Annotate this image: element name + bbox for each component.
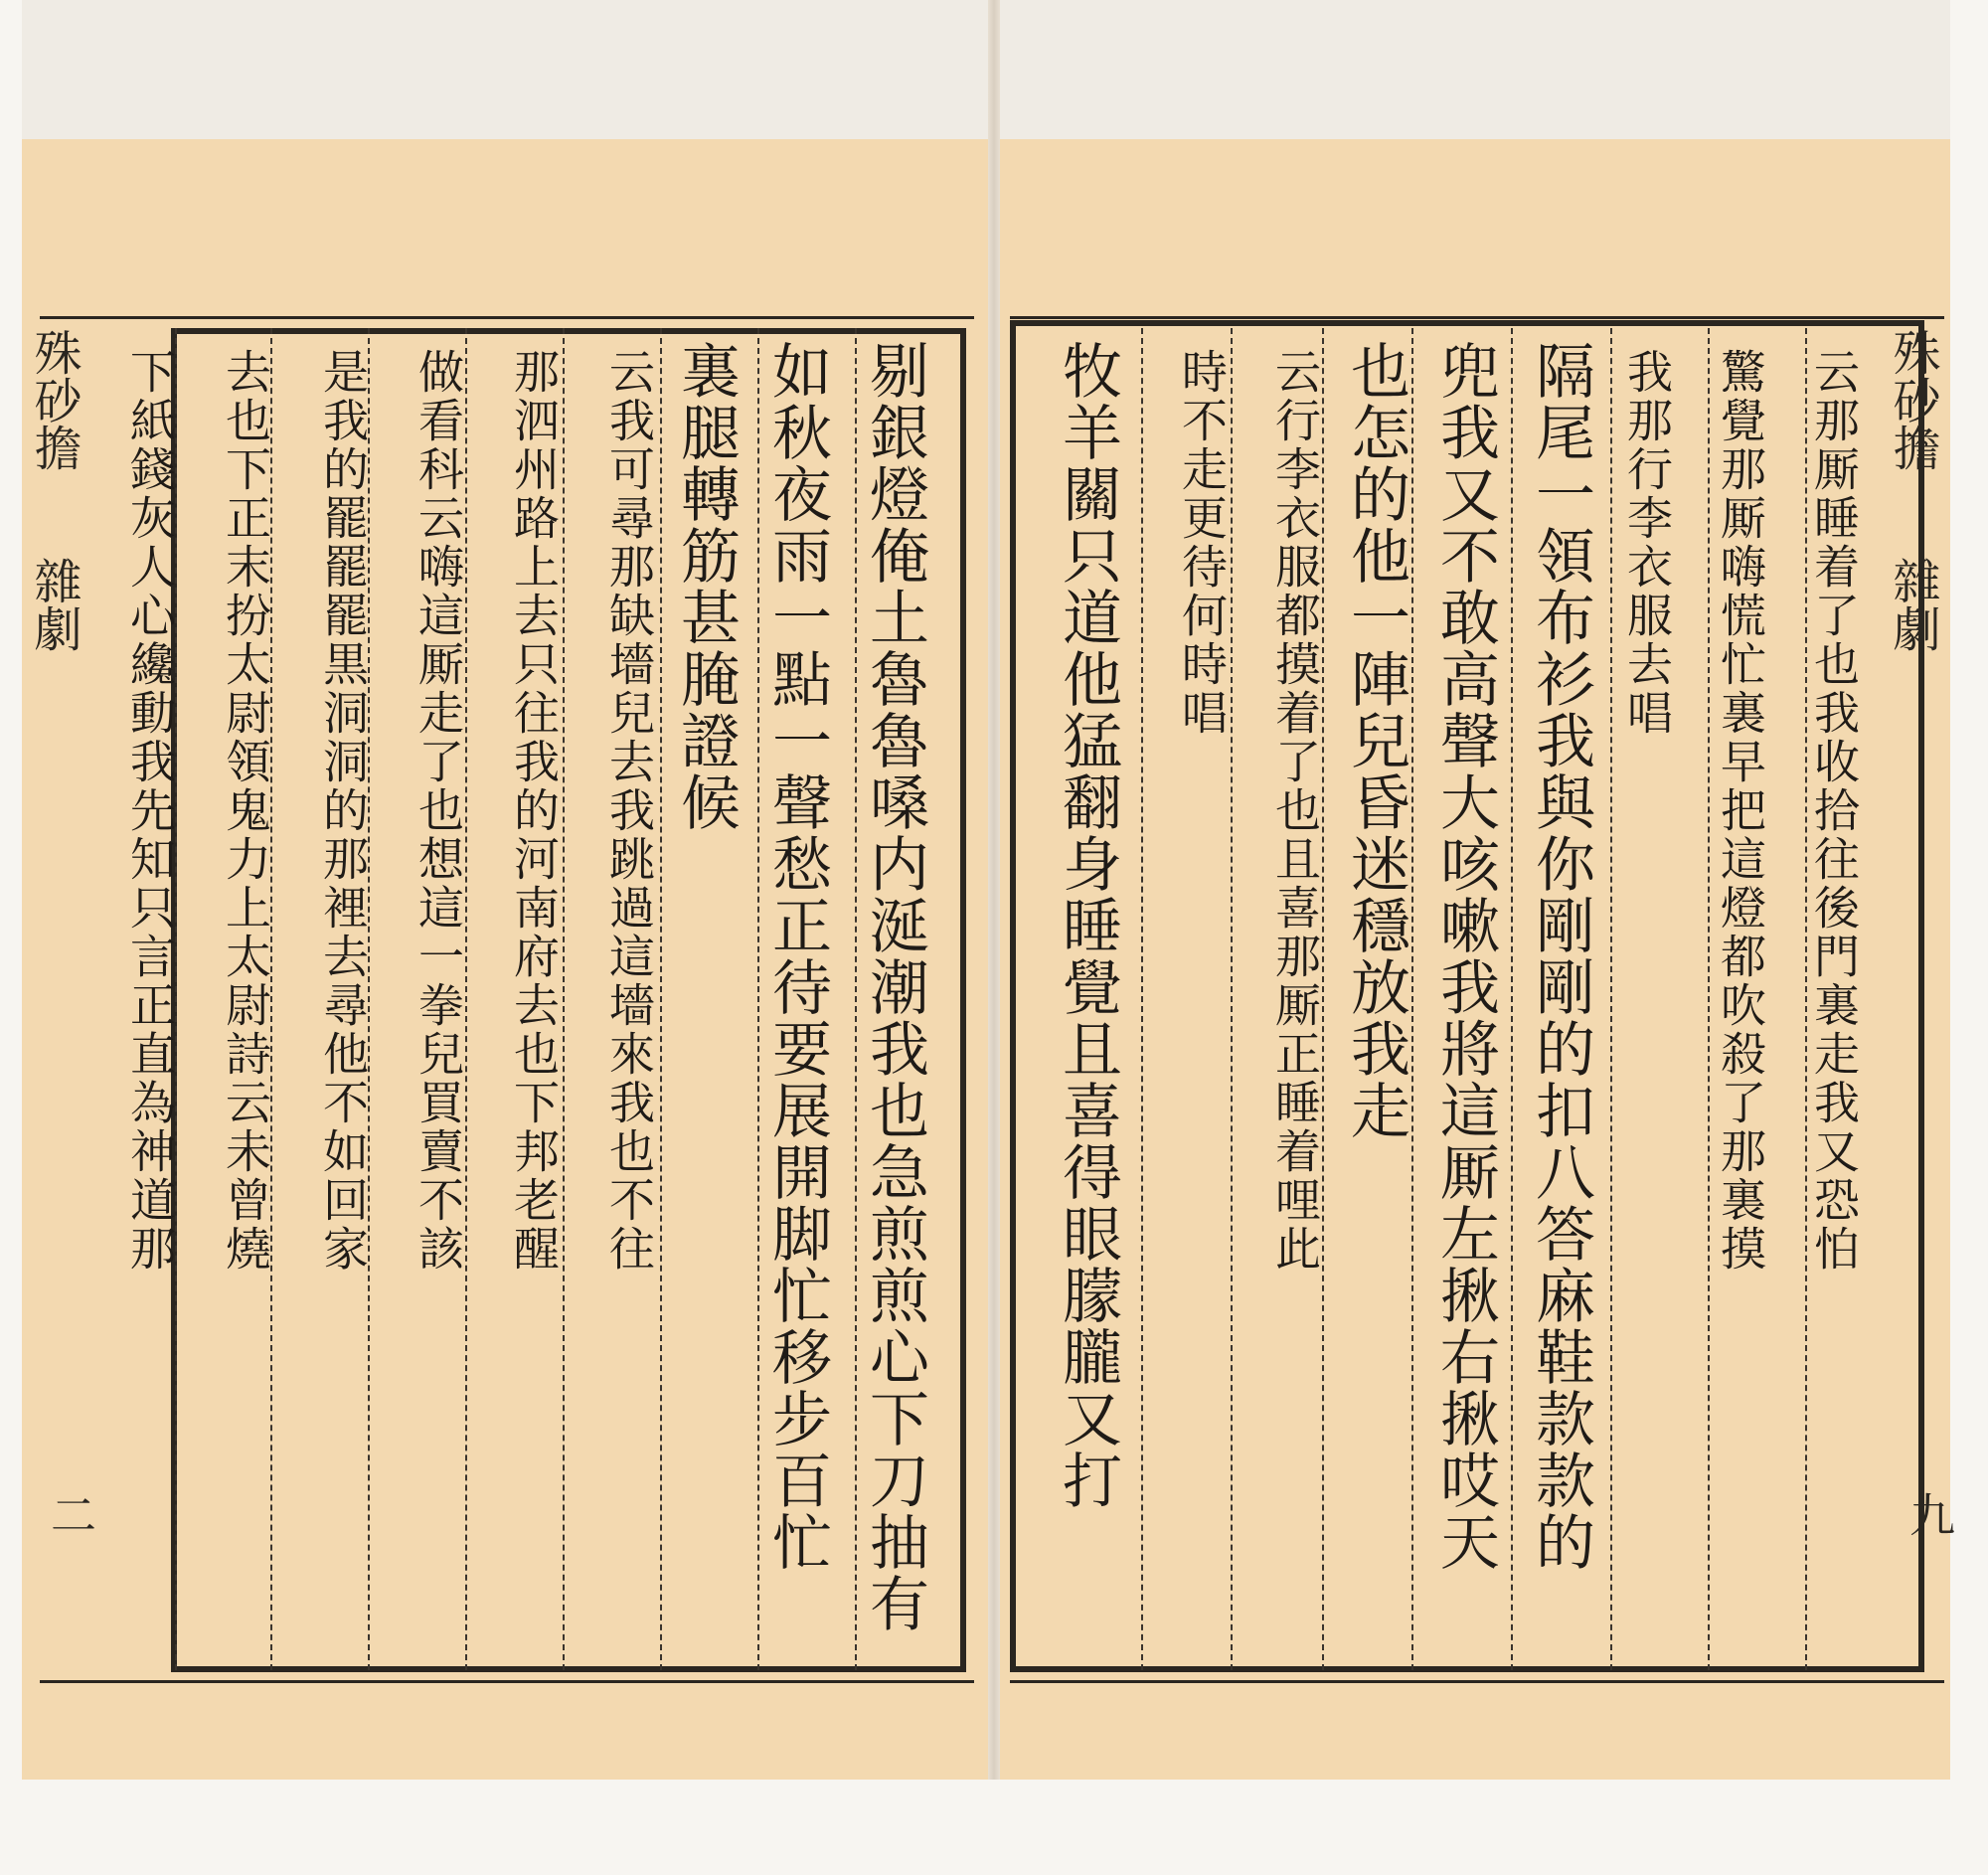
text-column: 那泗州路上去只往我的河南府去也下邦老醒 bbox=[507, 348, 561, 1274]
text-column: 云我可尋那缺墻兒去我跳過這墻來我也不往 bbox=[602, 348, 656, 1274]
text-column: 是我的罷罷罷黒洞洞的那裡去尋他不如回家 bbox=[316, 348, 370, 1274]
left-text-frame bbox=[171, 328, 966, 1672]
left-margin-title: 殊砂擔 bbox=[26, 328, 82, 471]
right-cover-edge bbox=[1950, 0, 1988, 1875]
left-bottom-border bbox=[40, 1680, 974, 1683]
left-folio: 二 bbox=[44, 1491, 97, 1537]
text-column: 去也下正末扮太尉領鬼力上太尉詩云未曾燒 bbox=[219, 348, 272, 1274]
text-column: 時不走更待何時唱 bbox=[1175, 348, 1229, 738]
text-column: 也怎的他一陣兒昏迷穩放我走 bbox=[1341, 340, 1410, 1141]
right-folio: 九 bbox=[1903, 1491, 1956, 1537]
column-rule bbox=[757, 328, 759, 1670]
right-margin-title: 殊砂擔 bbox=[1885, 328, 1940, 471]
column-rule bbox=[1322, 328, 1324, 1670]
book-gutter bbox=[988, 0, 1000, 1875]
column-rule bbox=[1511, 328, 1513, 1670]
column-rule bbox=[563, 328, 565, 1670]
text-column: 我那行李衣服去唱 bbox=[1620, 348, 1674, 738]
column-rule bbox=[855, 328, 857, 1670]
text-column: 剔銀燈俺土魯魯嗓内涎潮我也急煎煎心下刀抽有 bbox=[860, 340, 929, 1634]
left-top-border bbox=[40, 316, 974, 319]
right-margin-subtitle: 雜劇 bbox=[1885, 557, 1940, 652]
left-margin-subtitle: 雜劇 bbox=[26, 557, 82, 652]
text-column: 隔尾一領布衫我與你剛剛的扣八答麻鞋款款的 bbox=[1526, 340, 1595, 1573]
column-rule bbox=[1610, 328, 1612, 1670]
column-rule bbox=[1708, 328, 1710, 1670]
column-rule bbox=[660, 328, 662, 1670]
text-column: 云行李衣服都摸着了也且喜那厮正睡着哩此 bbox=[1268, 348, 1322, 1274]
page-bottom-edge bbox=[0, 1780, 1988, 1875]
column-rule bbox=[1411, 328, 1413, 1670]
text-column: 云那厮睡着了也我收拾往後門裏走我又恐怕 bbox=[1807, 348, 1861, 1274]
text-column: 牧羊關只道他猛翻身睡覺且喜得眼朦朧又打 bbox=[1053, 340, 1122, 1511]
text-column: 做看科云嗨這厮走了也想這一拳兒買賣不該 bbox=[412, 348, 465, 1274]
left-cover-edge bbox=[0, 0, 22, 1875]
right-top-border bbox=[1010, 316, 1944, 319]
text-column: 裏腿轉筋甚腌證候 bbox=[671, 340, 741, 833]
right-bottom-border bbox=[1010, 1680, 1944, 1683]
column-rule bbox=[1231, 328, 1233, 1670]
text-column: 驚覺那厮嗨慌忙裏早把這燈都吹殺了那裏摸 bbox=[1714, 348, 1767, 1274]
column-rule bbox=[465, 328, 467, 1670]
text-column: 如秋夜雨一點一聲愁正待要展開脚忙移步百忙 bbox=[762, 340, 832, 1573]
text-column: 下紙錢灰人心纔動我先知只言正直為神道那 bbox=[123, 348, 177, 1274]
column-rule bbox=[1141, 328, 1143, 1670]
text-column: 兜我又不敢高聲大咳嗽我將這厮左揪右揪哎天 bbox=[1430, 340, 1500, 1573]
